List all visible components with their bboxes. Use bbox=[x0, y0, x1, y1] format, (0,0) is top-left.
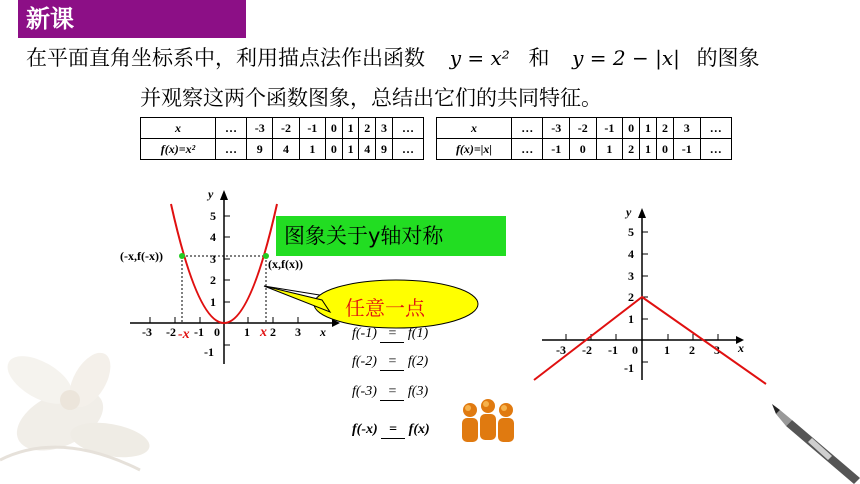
table-cell: … bbox=[392, 118, 423, 139]
table-cell: -1 bbox=[543, 139, 570, 160]
table-cell: 1 bbox=[596, 139, 623, 160]
table-cell: f(x)=|x| bbox=[437, 139, 512, 160]
point-label-right: (x,f(x)) bbox=[268, 257, 303, 271]
eq-blank: = bbox=[380, 326, 404, 343]
eq-right: f(2) bbox=[407, 354, 429, 369]
table-cell: -3 bbox=[543, 118, 570, 139]
table-cell: 1 bbox=[342, 118, 359, 139]
equality-row bbox=[352, 384, 428, 401]
eq-left: f(-x) bbox=[352, 422, 378, 437]
eq-blank: = bbox=[381, 422, 405, 439]
y-tick-label: 4 bbox=[628, 247, 634, 261]
table-cell: … bbox=[700, 118, 732, 139]
y-axis-label: y bbox=[626, 205, 632, 219]
table-cell: x bbox=[437, 118, 512, 139]
table-cell: -1 bbox=[299, 118, 325, 139]
people-figures-icon bbox=[456, 398, 526, 454]
x-tick-label: 0 bbox=[214, 325, 220, 339]
table-cell: 9 bbox=[376, 139, 393, 160]
table-row bbox=[141, 139, 424, 160]
x-tick-label: -2 bbox=[582, 343, 592, 357]
table-cell: 2 bbox=[623, 139, 640, 160]
x-tick-label: 2 bbox=[270, 325, 276, 339]
table-cell: … bbox=[216, 118, 247, 139]
x-tick-label: -2 bbox=[166, 325, 176, 339]
neg-x-marker: -x bbox=[178, 327, 190, 342]
formula-abs: y = 2 − |x| bbox=[572, 46, 680, 70]
intro-line-2: 并观察这两个函数图象，总结出它们的共同特征。 bbox=[140, 86, 602, 110]
table-cell: -2 bbox=[273, 118, 299, 139]
callout-text: 任意一点 bbox=[345, 296, 425, 320]
y-tick-label: 2 bbox=[628, 290, 634, 304]
table-cell: … bbox=[216, 139, 247, 160]
equality-row bbox=[352, 326, 428, 343]
value-table-abs bbox=[436, 117, 732, 160]
x-tick-label: -1 bbox=[194, 325, 204, 339]
x-tick-label: 2 bbox=[689, 343, 695, 357]
eq-right: f(1) bbox=[407, 326, 429, 341]
eq-left: f(-3) bbox=[352, 384, 377, 399]
graph-abs bbox=[530, 202, 780, 392]
table-cell: -3 bbox=[247, 118, 273, 139]
table-cell: 0 bbox=[325, 139, 342, 160]
equality-row bbox=[352, 422, 430, 439]
table-cell: 0 bbox=[570, 139, 597, 160]
table-cell: … bbox=[700, 139, 732, 160]
table-cell: 0 bbox=[623, 118, 640, 139]
intro-suffix: 的图象 bbox=[696, 46, 760, 70]
conjunction: 和 bbox=[528, 46, 550, 70]
table-cell: -2 bbox=[570, 118, 597, 139]
y-tick-label: 3 bbox=[628, 269, 634, 283]
table-cell: 3 bbox=[376, 118, 393, 139]
eq-blank: = bbox=[380, 384, 404, 401]
table-row bbox=[437, 139, 732, 160]
value-table-square bbox=[140, 117, 424, 160]
eq-left: f(-2) bbox=[352, 354, 377, 369]
symmetry-label: 图象关于y轴对称 bbox=[276, 216, 506, 256]
formula-square: y = x² bbox=[449, 46, 510, 70]
x-tick-label: -1 bbox=[608, 343, 618, 357]
y-tick-label: -1 bbox=[204, 345, 214, 359]
table-cell: 1 bbox=[640, 139, 657, 160]
table-cell: -1 bbox=[596, 118, 623, 139]
x-tick-label: 3 bbox=[295, 325, 301, 339]
x-tick-label: 3 bbox=[714, 343, 720, 357]
table-cell: 1 bbox=[299, 139, 325, 160]
y-tick-label: 2 bbox=[210, 273, 216, 287]
table-cell: f(x)=x² bbox=[141, 139, 216, 160]
table-cell: 1 bbox=[342, 139, 359, 160]
x-tick-label: -3 bbox=[142, 325, 152, 339]
table-cell: 4 bbox=[273, 139, 299, 160]
y-axis-arrow-icon bbox=[220, 190, 228, 200]
eq-right: f(x) bbox=[408, 422, 430, 437]
x-axis-label: x bbox=[320, 325, 326, 339]
table-cell: 3 bbox=[673, 118, 700, 139]
y-tick-label: 4 bbox=[210, 230, 216, 244]
pen-decoration-icon bbox=[772, 400, 860, 484]
equality-row bbox=[352, 354, 428, 371]
lesson-badge: 新课 bbox=[18, 0, 246, 38]
y-tick-label: -1 bbox=[624, 361, 634, 375]
point-neg bbox=[179, 253, 185, 259]
table-cell: … bbox=[512, 139, 543, 160]
x-tick-label: 0 bbox=[632, 343, 638, 357]
table-cell: 2 bbox=[359, 118, 376, 139]
table-cell: 0 bbox=[657, 139, 674, 160]
y-tick-label: 1 bbox=[628, 312, 634, 326]
y-tick-label: 5 bbox=[210, 209, 216, 223]
y-tick-label: 1 bbox=[210, 295, 216, 309]
x-tick-label: -3 bbox=[556, 343, 566, 357]
table-cell: 0 bbox=[325, 118, 342, 139]
intro-line-1 bbox=[26, 42, 760, 72]
table-cell: 2 bbox=[657, 118, 674, 139]
table-cell: x bbox=[141, 118, 216, 139]
point-label-left: (-x,f(-x)) bbox=[120, 249, 163, 263]
table-row bbox=[437, 118, 732, 139]
table-cell: 1 bbox=[640, 118, 657, 139]
x-tick-label: 1 bbox=[244, 325, 250, 339]
table-cell: 4 bbox=[359, 139, 376, 160]
y-axis-label: y bbox=[208, 187, 214, 201]
y-axis-arrow-icon bbox=[638, 208, 646, 218]
table-cell: -1 bbox=[673, 139, 700, 160]
eq-left: f(-1) bbox=[352, 326, 377, 341]
table-row bbox=[141, 118, 424, 139]
pos-x-marker: x bbox=[260, 325, 267, 340]
eq-right: f(3) bbox=[407, 384, 429, 399]
eq-blank: = bbox=[380, 354, 404, 371]
y-tick-label: 5 bbox=[628, 225, 634, 239]
table-cell: … bbox=[392, 139, 423, 160]
intro-prefix: 在平面直角坐标系中，利用描点法作出函数 bbox=[26, 46, 425, 70]
table-cell: 9 bbox=[247, 139, 273, 160]
table-cell: … bbox=[512, 118, 543, 139]
x-tick-label: 1 bbox=[664, 343, 670, 357]
y-tick-label: 3 bbox=[210, 252, 216, 266]
x-axis-label: x bbox=[738, 341, 744, 355]
